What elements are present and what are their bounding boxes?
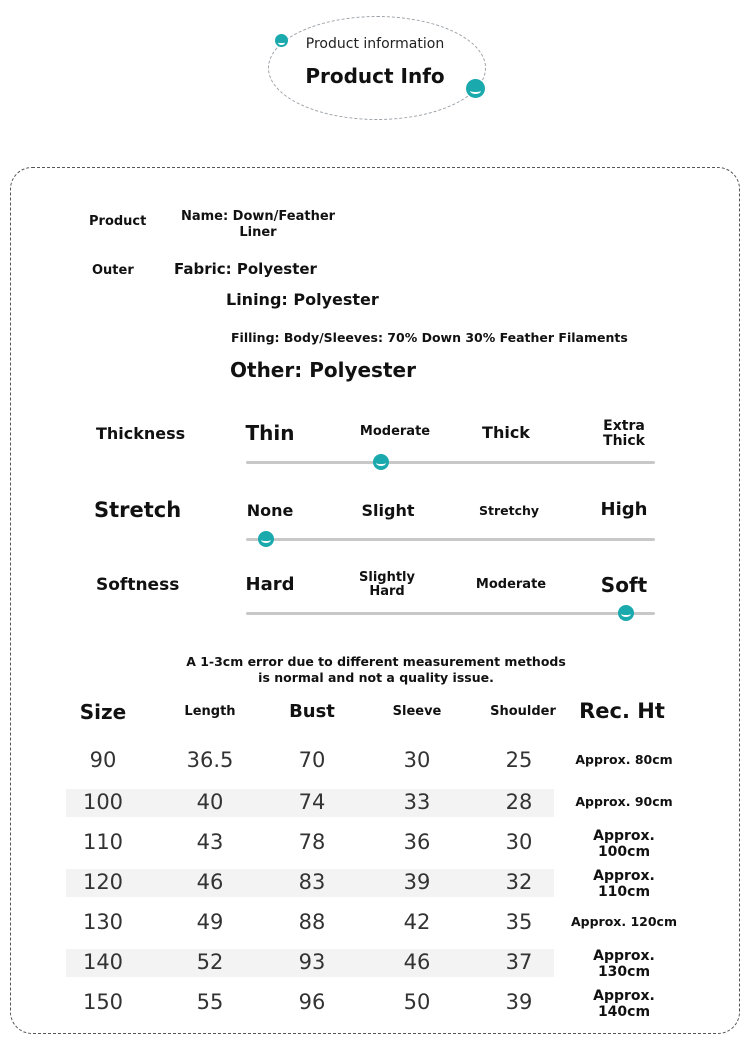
cell-sleeve: 39 <box>403 870 431 894</box>
stretch-option-high: High <box>600 499 648 520</box>
product-label: Product <box>89 214 147 229</box>
smiley-dot-icon <box>275 34 288 47</box>
cell-length: 36.5 <box>186 748 234 772</box>
thickness-option-extra-thick: Extra Thick <box>603 418 645 450</box>
cell-sleeve: 33 <box>403 790 431 814</box>
thickness-indicator-icon <box>373 454 389 470</box>
fabric-text: Fabric: Polyester <box>174 260 317 278</box>
softness-option-slightly-hard: Slightly Hard <box>359 570 415 600</box>
cell-sleeve: 46 <box>403 950 431 974</box>
cell-rec-height: Approx. 100cm <box>593 828 655 861</box>
softness-option-soft: Soft <box>600 573 648 597</box>
cell-length: 52 <box>196 950 224 974</box>
cell-bust: 83 <box>298 870 326 894</box>
cell-size: 120 <box>82 870 124 894</box>
cell-bust: 78 <box>298 830 326 854</box>
cell-bust: 74 <box>298 790 326 814</box>
cell-length: 49 <box>196 910 224 934</box>
cell-sleeve: 50 <box>403 990 431 1014</box>
cell-bust: 70 <box>298 748 326 772</box>
product-name <box>178 209 338 240</box>
cell-size: 90 <box>89 748 117 772</box>
cell-rec-height: Approx. 110cm <box>593 868 655 901</box>
stretch-track <box>246 538 655 541</box>
stretch-option-slight: Slight <box>361 501 415 520</box>
cell-length: 55 <box>196 990 224 1014</box>
cell-length: 43 <box>196 830 224 854</box>
column-header-bust: Bust <box>289 701 335 722</box>
cell-shoulder: 35 <box>505 910 533 934</box>
thickness-option-thick: Thick <box>482 423 530 442</box>
thickness-track <box>246 461 655 464</box>
column-header-length: Length <box>184 704 236 719</box>
softness-option-moderate: Moderate <box>475 577 547 592</box>
cell-sleeve: 36 <box>403 830 431 854</box>
stretch-option-none: None <box>246 501 294 520</box>
softness-label: Softness <box>96 575 180 595</box>
notice-line1: A 1-3cm error due to different measurement methods <box>186 654 566 669</box>
thickness-option-thin: Thin <box>245 421 295 445</box>
page-title: Product Info <box>305 64 445 88</box>
stretch-option-stretchy: Stretchy <box>478 503 540 518</box>
cell-size: 130 <box>82 910 124 934</box>
softness-track <box>246 612 655 615</box>
cell-size: 150 <box>82 990 124 1014</box>
measurement-notice <box>150 654 602 685</box>
cell-shoulder: 28 <box>505 790 533 814</box>
stretch-label: Stretch <box>94 498 182 522</box>
other-text: Other: Polyester <box>230 358 416 382</box>
cell-rec-height: Approx. 90cm <box>575 794 673 809</box>
header-subtitle: Product information <box>305 36 445 52</box>
product-name-line1: Name: Down/Feather <box>180 209 336 224</box>
cell-shoulder: 39 <box>505 990 533 1014</box>
cell-bust: 96 <box>298 990 326 1014</box>
cell-sleeve: 30 <box>403 748 431 772</box>
cell-rec-height: Approx. 80cm <box>575 752 673 767</box>
softness-option-hard: Hard <box>245 574 295 595</box>
cell-sleeve: 42 <box>403 910 431 934</box>
outer-label: Outer <box>92 263 134 278</box>
notice-line2: is normal and not a quality issue. <box>258 669 494 685</box>
cell-rec-height: Approx. 130cm <box>593 948 655 981</box>
cell-length: 40 <box>196 790 224 814</box>
thickness-option-moderate: Moderate <box>359 424 431 439</box>
cell-shoulder: 25 <box>505 748 533 772</box>
filling-text: Filling: Body/Sleeves: 70% Down 30% Feather Filaments <box>231 330 628 345</box>
cell-shoulder: 32 <box>505 870 533 894</box>
lining-text: Lining: Polyester <box>226 290 379 309</box>
cell-size: 100 <box>82 790 124 814</box>
cell-bust: 88 <box>298 910 326 934</box>
cell-size: 140 <box>82 950 124 974</box>
cell-rec-height: Approx. 120cm <box>570 914 677 929</box>
column-header-sleeve: Sleeve <box>392 704 442 719</box>
cell-length: 46 <box>196 870 224 894</box>
cell-shoulder: 30 <box>505 830 533 854</box>
column-header-shoulder: Shoulder <box>490 704 556 719</box>
product-name-line2: Liner <box>239 224 277 240</box>
thickness-label: Thickness <box>96 424 186 443</box>
cell-size: 110 <box>82 830 124 854</box>
cell-bust: 93 <box>298 950 326 974</box>
cell-rec-height: Approx. 140cm <box>593 988 655 1021</box>
column-header-size: Size <box>79 700 127 724</box>
cell-shoulder: 37 <box>505 950 533 974</box>
column-header-rec-height: Rec. Ht <box>579 699 665 723</box>
